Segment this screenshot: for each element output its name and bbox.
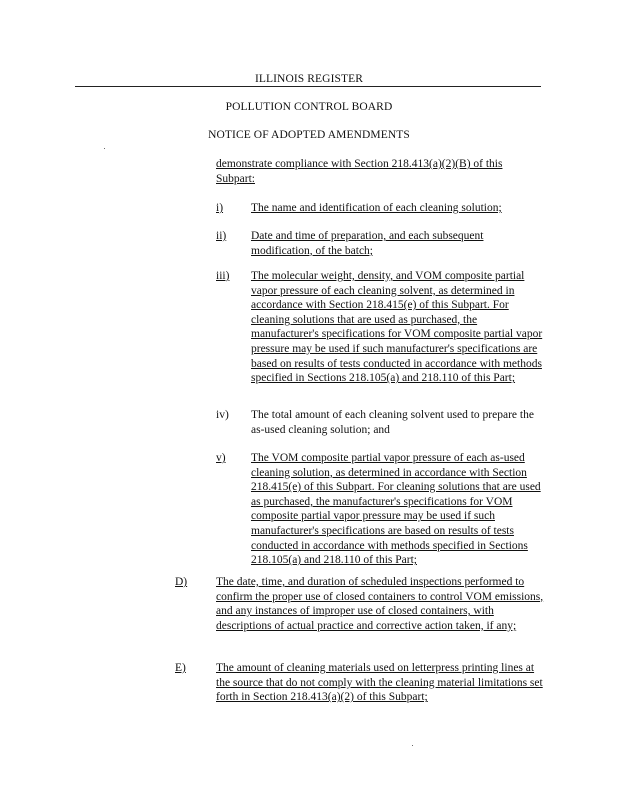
scan-speck bbox=[412, 745, 413, 746]
item-text-e: The amount of cleaning materials used on letterpress printing lines at the source that do not comply with the cleaning material limitations set forth in Section 218.413(a)(2) of this Subpart; bbox=[216, 662, 543, 704]
subitem-label-ii: ii) bbox=[216, 230, 227, 242]
subitem-label-iii: iii) bbox=[216, 270, 230, 282]
register-title: ILLINOIS REGISTER bbox=[254, 73, 364, 85]
subitem-text-iv: The total amount of each cleaning solvent used to prepare the as-used cleaning solution; and bbox=[251, 409, 534, 436]
notice-title: NOTICE OF ADOPTED AMENDMENTS bbox=[208, 129, 410, 141]
subitem-text-v: The VOM composite partial vapor pressure of each as-used cleaning solution, as determined in accordance with Section 218.415(e) of this Subpart. For cleaning solutions that are used as purchased, the manufacturer's specifications for VOM composite partial vapor pressure may be used if such manufacturer's specifications are based on results of tests conducted in accordance with methods specified in Sections 218.105(a) and 218.110 of this Part; bbox=[251, 452, 541, 567]
subitem-label-iv: iv) bbox=[216, 409, 229, 421]
header-rule bbox=[75, 86, 541, 87]
subitem-label-v: v) bbox=[216, 452, 226, 464]
item-label-d: D) bbox=[175, 576, 188, 588]
item-text-d: The date, time, and duration of scheduled inspections performed to confirm the proper use of closed containers to control VOM emissions, and any instances of improper use of closed containers, with descriptions of actual practice and corrective action taken, if any; bbox=[216, 576, 544, 632]
item-label-e: E) bbox=[175, 662, 186, 674]
subitem-label-i: i) bbox=[216, 202, 224, 214]
subitem-text-iii: The molecular weight, density, and VOM composite partial vapor pressure of each cleaning solvent, as determined in accordance with Section 218.415(e) of this Subpart. For cleaning solutions that are used as purchased, the manufacturer's specifications for VOM composite partial vapor pressure may be used if such manufacturer's specifications are based on results of tests conducted in accordance with methods specified in Sections 218.105(a) and 218.110 of this Part; bbox=[251, 270, 543, 385]
intro-paragraph: demonstrate compliance with Section 218.413(a)(2)(B) of this Subpart: bbox=[216, 158, 503, 185]
scan-speck bbox=[104, 148, 105, 149]
subitem-text-i: The name and identification of each cleaning solution; bbox=[251, 202, 502, 214]
board-title: POLLUTION CONTROL BOARD bbox=[225, 101, 393, 113]
subitem-text-ii: Date and time of preparation, and each subsequent modification, of the batch; bbox=[251, 230, 484, 257]
